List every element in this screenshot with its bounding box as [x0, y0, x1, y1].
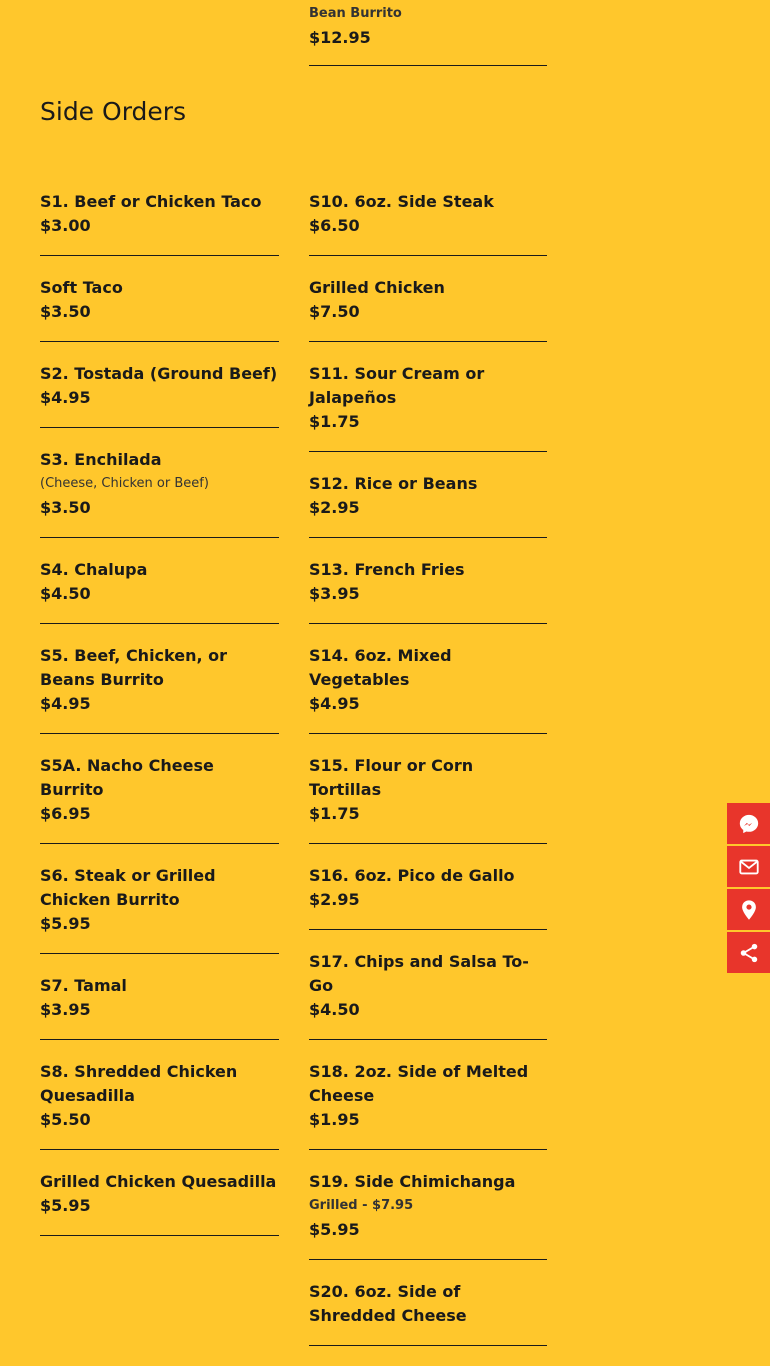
menu-item-name: S15. Flour or Corn Tortillas	[309, 756, 474, 799]
menu-item	[40, 448, 279, 538]
menu-item-price: $3.50	[40, 302, 91, 321]
menu-item-price: $3.95	[40, 1000, 91, 1019]
menu-item	[40, 974, 279, 1040]
menu-item	[40, 362, 279, 428]
menu-column-right	[309, 190, 547, 1366]
menu-item	[40, 1170, 279, 1236]
menu-item	[40, 754, 279, 844]
menu-item	[309, 754, 547, 844]
menu-item-price: $3.00	[40, 216, 91, 235]
menu-item-name: S16. 6oz. Pico de Gallo	[309, 866, 515, 885]
menu-item-price: $5.50	[40, 1110, 91, 1129]
menu-item-name: S18. 2oz. Side of Melted Cheese	[309, 1062, 529, 1105]
menu-item	[40, 190, 279, 256]
location-pin-icon	[738, 899, 760, 921]
menu-item-note: (Cheese, Chicken or Beef)	[40, 476, 209, 491]
menu-item-name: S10. 6oz. Side Steak	[309, 192, 494, 211]
messenger-button[interactable]	[727, 803, 770, 844]
menu-item	[40, 864, 279, 954]
menu-item-name: S6. Steak or Grilled Chicken Burrito	[40, 866, 216, 909]
menu-item-price: $4.95	[40, 694, 91, 713]
menu-item	[309, 1170, 547, 1260]
email-button[interactable]	[727, 846, 770, 887]
menu-item	[40, 276, 279, 342]
menu-item-name: S3. Enchilada	[40, 450, 162, 469]
menu-item	[309, 644, 547, 734]
menu-item-price: $7.50	[309, 302, 360, 321]
menu-item-price: $4.50	[40, 584, 91, 603]
location-button[interactable]	[727, 889, 770, 930]
menu-item-name: S4. Chalupa	[40, 560, 148, 579]
menu-item-name: S13. French Fries	[309, 560, 465, 579]
menu-item-note: Grilled - $7.95	[309, 1198, 414, 1213]
menu-column-left	[40, 190, 279, 1256]
menu-item	[309, 1280, 547, 1346]
menu-item-price: $1.95	[309, 1110, 360, 1129]
menu-item	[40, 644, 279, 734]
messenger-icon	[738, 813, 760, 835]
menu-item	[40, 1060, 279, 1150]
menu-item	[309, 362, 547, 452]
menu-item-top	[309, 6, 547, 66]
section-title-side-orders: Side Orders	[40, 97, 187, 126]
menu-item-price: $5.95	[40, 914, 91, 933]
menu-item-name: S7. Tamal	[40, 976, 127, 995]
menu-item	[309, 864, 547, 930]
menu-item-price: $2.95	[309, 890, 360, 909]
menu-item-name: S20. 6oz. Side of Shredded Cheese	[309, 1282, 467, 1325]
menu-item	[309, 472, 547, 538]
menu-item-price: $12.95	[309, 28, 371, 47]
menu-item-name: S12. Rice or Beans	[309, 474, 478, 493]
menu-item-price: $1.75	[309, 412, 360, 431]
menu-item	[40, 558, 279, 624]
menu-item-price: $2.95	[309, 498, 360, 517]
email-icon	[738, 856, 760, 878]
menu-item-name: S11. Sour Cream or Jalapeños	[309, 364, 485, 407]
menu-item-price: $4.95	[40, 388, 91, 407]
menu-item-price: $6.95	[40, 804, 91, 823]
menu-item-name: S2. Tostada (Ground Beef)	[40, 364, 278, 383]
menu-item	[309, 190, 547, 256]
menu-item-price: $3.50	[40, 498, 91, 517]
menu-item-name: S14. 6oz. Mixed Vegetables	[309, 646, 452, 689]
menu-item-name: S5A. Nacho Cheese Burrito	[40, 756, 214, 799]
menu-item-price: $4.50	[309, 1000, 360, 1019]
share-icon	[738, 942, 760, 964]
menu-item-name: S5. Beef, Chicken, or Beans Burrito	[40, 646, 228, 689]
menu-item	[309, 558, 547, 624]
menu-item-name: Soft Taco	[40, 278, 123, 297]
menu-item-price: $1.75	[309, 804, 360, 823]
menu-item-name: Grilled Chicken	[309, 278, 445, 297]
menu-item-price: $5.95	[309, 1220, 360, 1239]
menu-item-price: $5.95	[40, 1196, 91, 1215]
menu-item-name: Grilled Chicken Quesadilla	[40, 1172, 277, 1191]
menu-item-name: S19. Side Chimichanga	[309, 1172, 516, 1191]
menu-item	[309, 276, 547, 342]
menu-item-price: $6.50	[309, 216, 360, 235]
menu-item-name: S1. Beef or Chicken Taco	[40, 192, 262, 211]
menu-item-name: S17. Chips and Salsa To-Go	[309, 952, 529, 995]
floating-share-bar	[727, 803, 770, 975]
menu-item-description: Bean Burrito	[309, 6, 402, 21]
menu-item-price: $3.95	[309, 584, 360, 603]
menu-item	[309, 950, 547, 1040]
item-divider	[309, 65, 547, 66]
menu-item-name: S8. Shredded Chicken Quesadilla	[40, 1062, 238, 1105]
menu-item-price: $4.95	[309, 694, 360, 713]
share-button[interactable]	[727, 932, 770, 973]
menu-item	[309, 1060, 547, 1150]
